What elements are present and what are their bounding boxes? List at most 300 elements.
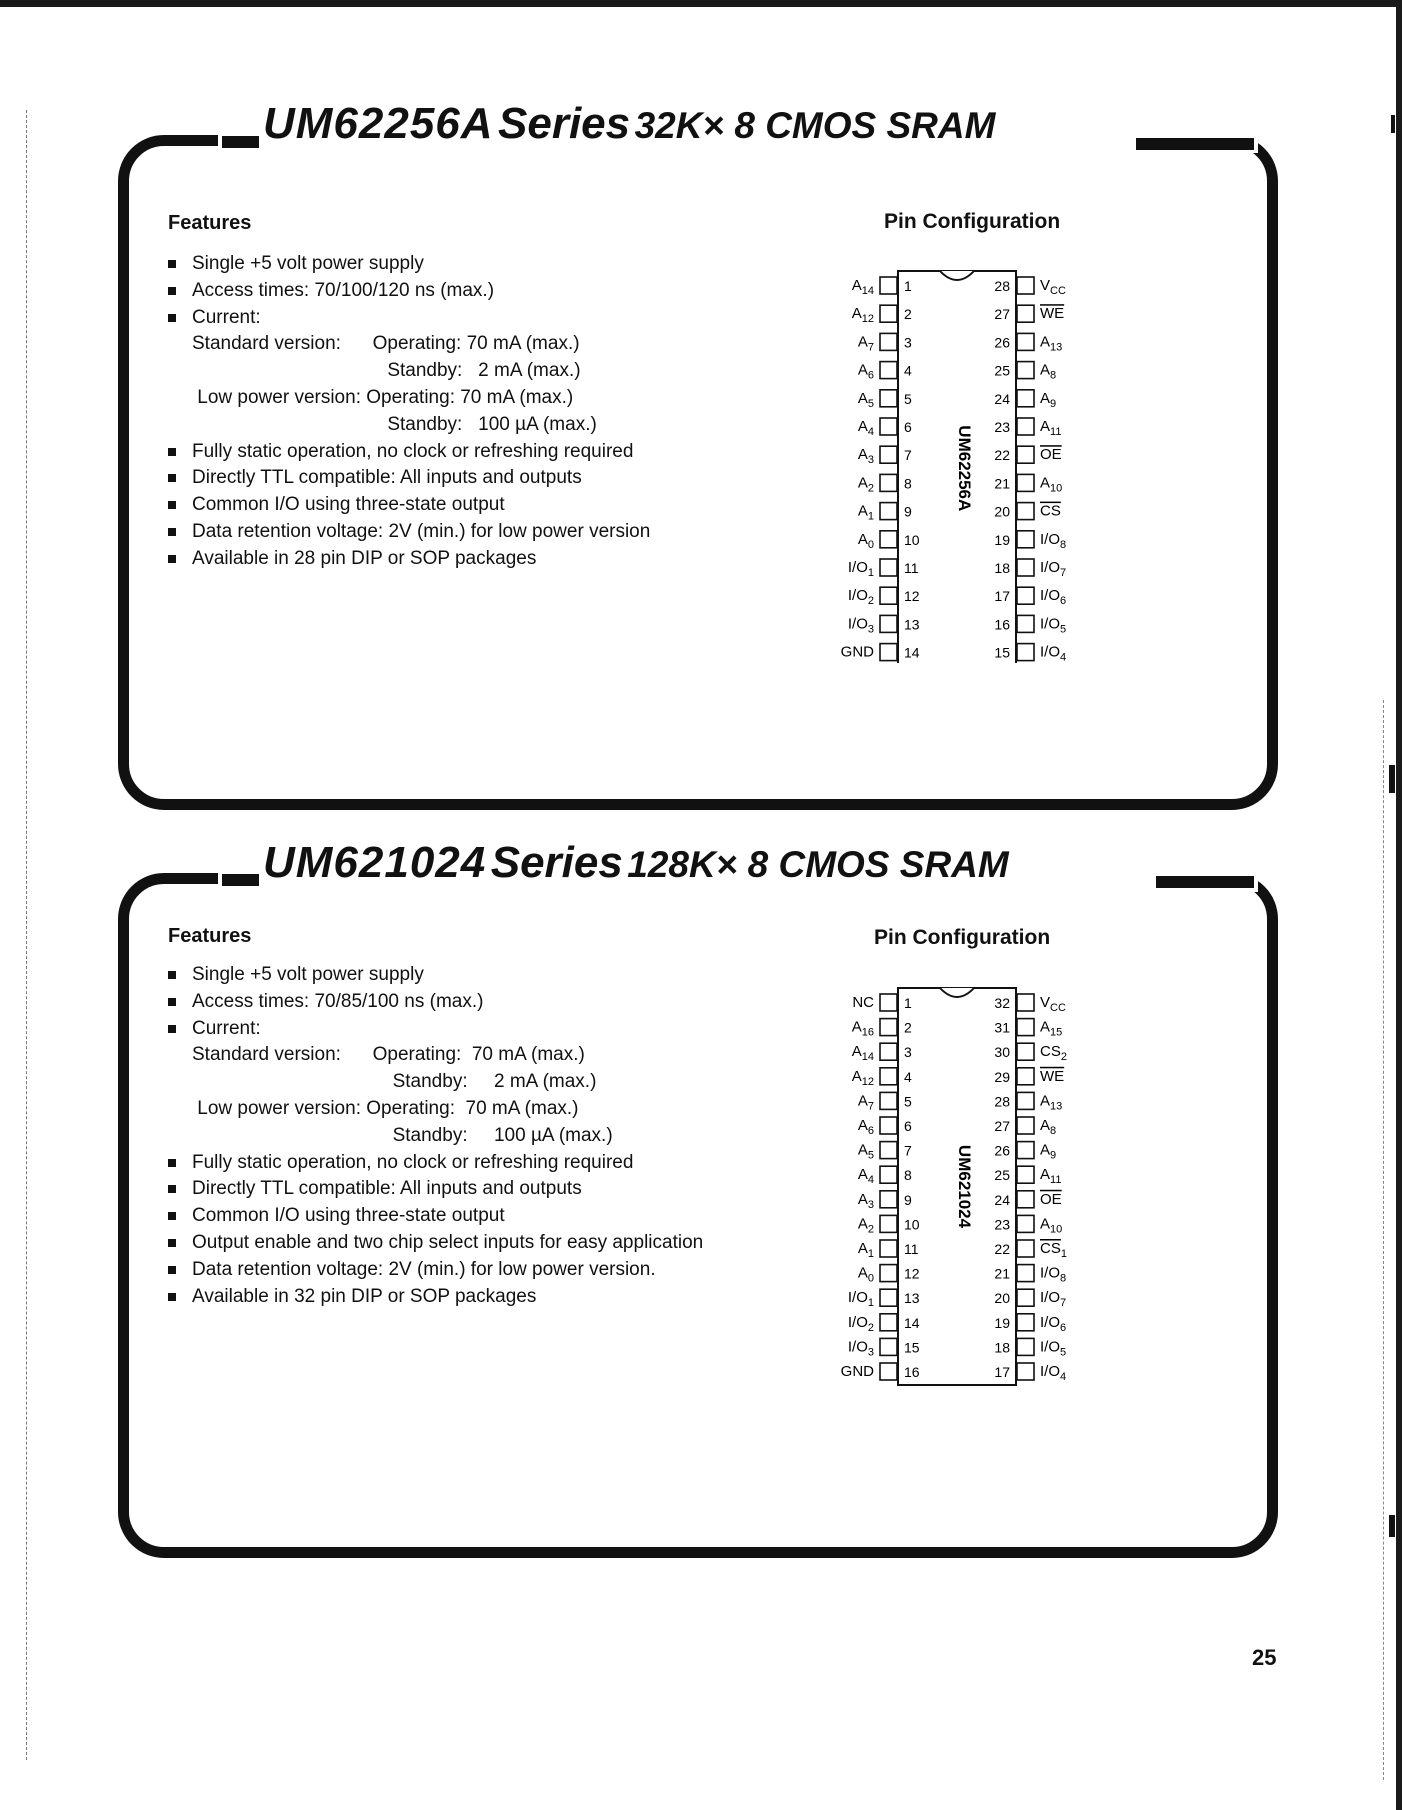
pin-number: 18	[994, 560, 1010, 576]
series-section-um621024	[118, 838, 1278, 1568]
pin-name-main: I/O	[847, 1338, 868, 1356]
pin-number: 1	[904, 995, 912, 1011]
series-word: Series	[498, 99, 631, 148]
pin-name-sub: 9	[1050, 397, 1057, 410]
title-rule-right	[1136, 138, 1254, 150]
pin-number: 22	[994, 447, 1010, 464]
pin-name-sub: 15	[1050, 1026, 1063, 1039]
pin-number: 31	[994, 1019, 1010, 1036]
pin-pad	[1017, 1191, 1034, 1208]
pin-number: 17	[994, 588, 1010, 605]
pin-name-main: A	[857, 1190, 868, 1208]
pin-name-sub: 7	[867, 1100, 874, 1113]
pin-pad	[880, 587, 897, 604]
pin-number: 19	[994, 531, 1010, 548]
features-list	[168, 962, 718, 1310]
model-number: UM62256A	[263, 99, 494, 148]
pin-number: 16	[994, 616, 1010, 633]
pin-name	[848, 1338, 874, 1358]
pin-pad	[880, 1215, 897, 1232]
pin-pad	[1017, 1265, 1034, 1282]
pin-name-main: V	[1040, 277, 1051, 294]
pin-number: 7	[904, 1142, 912, 1159]
pin-name-main: A	[851, 1067, 862, 1085]
pin-name	[1040, 305, 1064, 322]
pin-number: 4	[904, 1068, 912, 1085]
pin-name	[858, 1215, 874, 1235]
pin-name-sub: 11	[1050, 1174, 1062, 1187]
pin-pad	[1017, 277, 1034, 294]
pin-name-main: A	[851, 277, 862, 294]
pin-pad	[880, 1019, 897, 1036]
pin-configuration-heading: Pin Configuration	[874, 926, 1051, 949]
pin-name-sub: 1	[867, 1297, 874, 1310]
pin-name-main: I/O	[1040, 615, 1061, 633]
pin-number: 2	[904, 1019, 912, 1036]
pin-name-sub: 11	[1050, 426, 1062, 438]
pin-number: 11	[904, 1241, 919, 1257]
pin-pad	[880, 1068, 897, 1085]
feature-item: Fully static operation, no clock or refreshing required	[168, 439, 650, 466]
pin-name	[1040, 1191, 1062, 1208]
series-section-um62256a	[118, 99, 1278, 815]
pin-pad	[880, 1338, 897, 1355]
pin-name-sub: 1	[867, 510, 874, 523]
pin-pad	[1017, 1314, 1034, 1331]
pin-name-main: A	[851, 1018, 862, 1036]
pin-name	[848, 559, 874, 579]
pin-pad	[880, 390, 897, 407]
pin-name	[858, 333, 874, 353]
pin-name-sub: 2	[867, 1223, 874, 1236]
pin-pad	[880, 1314, 897, 1331]
pin-name-sub: 7	[1060, 1297, 1067, 1310]
pin-name-sub: 13	[1050, 1100, 1063, 1113]
pin-name-main: A	[1040, 1092, 1051, 1110]
series-title	[263, 838, 1009, 898]
pin-pad	[1017, 1117, 1034, 1134]
pin-name-main: GND	[840, 643, 874, 661]
pin-number: 28	[994, 278, 1010, 294]
pin-pad	[1017, 390, 1034, 407]
pin-number: 25	[994, 362, 1010, 379]
pin-name	[1040, 362, 1056, 382]
pin-diagram	[678, 980, 1258, 1420]
pin-name-main: A	[857, 446, 868, 464]
pin-number: 14	[904, 644, 920, 661]
pin-name-main: A	[1040, 361, 1051, 379]
pin-name-sub: 0	[867, 538, 874, 551]
pin-name-main: I/O	[1040, 1363, 1061, 1380]
pin-name	[1040, 446, 1062, 463]
edge-mark	[1389, 1515, 1395, 1537]
features-heading: Features	[168, 212, 252, 234]
pin-name-main: A	[857, 502, 868, 520]
pin-name	[1040, 277, 1066, 297]
pin-number: 11	[904, 560, 919, 576]
pin-name-main: A	[857, 389, 868, 407]
pin-number: 15	[904, 1339, 920, 1356]
pin-pad	[1017, 1338, 1034, 1355]
pin-name	[1040, 559, 1066, 579]
pin-pad	[880, 1363, 897, 1380]
pin-pad	[880, 362, 897, 379]
pin-number: 20	[994, 503, 1010, 520]
pin-number: 19	[994, 1314, 1010, 1331]
pin-name	[852, 994, 874, 1011]
pin-name-main: I/O	[1040, 643, 1061, 661]
pin-name-main: A	[857, 1240, 868, 1257]
pin-name	[1040, 1092, 1062, 1112]
pin-name	[858, 1240, 874, 1260]
pin-name-sub: 6	[1060, 595, 1067, 608]
pin-name-main: I/O	[1040, 1264, 1061, 1282]
pin-pad	[880, 503, 897, 520]
pin-pad	[880, 446, 897, 463]
features-heading: Features	[168, 925, 252, 947]
pin-name-sub: 1	[867, 1248, 874, 1260]
model-number: UM621024	[263, 838, 487, 887]
pin-pad	[880, 644, 897, 661]
pin-number: 13	[904, 1290, 920, 1307]
pin-pad	[1017, 474, 1034, 491]
pin-name-sub: 2	[1060, 1051, 1067, 1064]
pin-name-main: WE	[1040, 305, 1065, 323]
pin-name-main: I/O	[847, 559, 868, 576]
pin-number: 25	[994, 1167, 1010, 1184]
feature-subitem: Standby: 100 µA (max.)	[192, 1124, 613, 1146]
pin-name-main: CS	[1040, 502, 1061, 520]
pin-name-sub: 8	[1050, 1125, 1057, 1137]
pin-name	[1040, 1363, 1066, 1383]
pin-pad	[1017, 1092, 1034, 1109]
pin-name	[1040, 615, 1066, 635]
pin-pad	[1017, 1240, 1034, 1257]
pin-name-sub: 5	[1060, 623, 1067, 636]
chip-part-label: UM621024	[955, 1144, 974, 1229]
pin-name	[858, 418, 874, 438]
pin-number: 17	[994, 1364, 1010, 1380]
pin-name-sub: 3	[867, 454, 874, 467]
pin-name-main: A	[857, 1264, 868, 1282]
pin-pad	[880, 474, 897, 491]
pin-name	[848, 1289, 874, 1309]
pin-name	[1040, 1338, 1066, 1358]
pin-name-sub: 6	[867, 369, 874, 382]
pin-name	[858, 503, 874, 523]
pin-name-sub: CC	[1050, 1002, 1066, 1014]
pin-pad	[1017, 446, 1034, 463]
feature-item: Data retention voltage: 2V (min.) for low power version	[168, 519, 650, 546]
feature-subitem: Standard version: Operating: 70 mA (max.)	[192, 1044, 585, 1066]
pin-name	[848, 615, 874, 635]
pin-name-main: I/O	[1040, 530, 1061, 548]
pin-name	[841, 644, 875, 661]
pin-pad	[880, 1265, 897, 1282]
pin-name	[852, 277, 874, 297]
feature-subitem: Standby: 2 mA (max.)	[192, 1071, 597, 1093]
pin-number: 21	[994, 475, 1010, 492]
pin-number: 28	[994, 1093, 1010, 1110]
pin-name	[1040, 1043, 1067, 1063]
feature-item: Current:	[168, 1016, 718, 1043]
pin-number: 4	[904, 362, 912, 379]
pin-name-sub: 1	[867, 567, 874, 579]
pin-name-main: I/O	[1040, 1338, 1061, 1356]
pin-name-main: I/O	[1040, 1289, 1061, 1307]
feature-item: Common I/O using three-state output	[168, 492, 650, 519]
pin-number: 10	[904, 1216, 920, 1233]
title-rule-right	[1156, 876, 1254, 888]
pin-number: 8	[904, 475, 912, 492]
pin-number: 2	[904, 306, 912, 323]
pin-name-main: NC	[852, 994, 874, 1011]
pin-name-main: A	[857, 474, 868, 492]
pin-pad	[880, 277, 897, 294]
pin-name-main: A	[857, 1166, 868, 1184]
feature-item: Available in 28 pin DIP or SOP packages	[168, 546, 650, 573]
feature-item: Available in 32 pin DIP or SOP packages	[168, 1284, 718, 1311]
feature-subitem: Standby: 100 µA (max.)	[192, 413, 597, 435]
pin-name-main: CS	[1040, 1240, 1061, 1257]
pin-number: 10	[904, 531, 920, 548]
pin-name	[1040, 1142, 1056, 1162]
page-number: 25	[1252, 1645, 1277, 1670]
pin-name-sub: 5	[867, 1149, 874, 1162]
edge-mark	[1389, 765, 1395, 793]
pin-number: 3	[904, 1044, 912, 1061]
pin-name-sub: 8	[1060, 538, 1067, 551]
pin-pad	[880, 1166, 897, 1183]
pin-name-sub: 1	[1060, 1248, 1067, 1260]
pin-pad	[1017, 994, 1034, 1011]
pin-name-sub: 6	[1060, 1321, 1067, 1334]
pin-pad	[1017, 1363, 1034, 1380]
pin-name-main: A	[857, 530, 868, 548]
title-rule-left	[222, 136, 259, 148]
pin-name	[1040, 1068, 1064, 1085]
pin-name	[1040, 1289, 1066, 1309]
pin-name	[852, 1019, 874, 1039]
pin-name	[1040, 644, 1066, 663]
pin-pad	[1017, 1019, 1034, 1036]
pin-name	[858, 1092, 874, 1112]
pin-name-sub: 3	[867, 1346, 874, 1359]
pin-number: 8	[904, 1167, 912, 1184]
pin-number: 5	[904, 390, 912, 407]
pin-name-sub: 10	[1050, 1223, 1063, 1236]
pin-name-main: A	[857, 1141, 868, 1159]
pin-name-sub: 3	[867, 1198, 874, 1211]
pin-name-sub: 8	[1050, 369, 1057, 382]
pin-number: 1	[904, 278, 912, 294]
pin-name	[1040, 531, 1066, 551]
pin-name-sub: CC	[1050, 285, 1066, 297]
pin-name	[1040, 1166, 1061, 1186]
pin-pad	[1017, 1068, 1034, 1085]
pin-name-sub: 13	[1050, 341, 1063, 354]
pin-name	[852, 305, 874, 325]
pin-name	[1040, 333, 1062, 353]
pin-number: 23	[994, 419, 1010, 435]
pin-name	[848, 1314, 874, 1334]
pin-configuration-heading: Pin Configuration	[884, 210, 1061, 233]
pin-name-main: CS	[1040, 1043, 1061, 1061]
pin-number: 27	[994, 1118, 1010, 1134]
pin-name	[1040, 994, 1066, 1014]
pin-name	[1040, 1265, 1066, 1285]
pin-pad	[1017, 1166, 1034, 1183]
top-border	[0, 0, 1402, 7]
pin-name	[858, 474, 874, 494]
pin-number: 26	[994, 334, 1010, 351]
pin-name	[1040, 1019, 1062, 1039]
pin-name	[841, 1363, 875, 1380]
pin-name-main: OE	[1040, 1190, 1062, 1208]
pin-name	[1040, 1215, 1062, 1235]
pin-pad	[1017, 305, 1034, 322]
pin-name	[852, 1043, 874, 1063]
pin-name	[858, 1117, 874, 1137]
pin-name-main: A	[1040, 1117, 1051, 1134]
pin-number: 13	[904, 616, 920, 633]
pin-pad	[880, 994, 897, 1011]
memory-organization: 128K× 8 CMOS SRAM	[627, 844, 1009, 885]
pin-name-main: I/O	[847, 1289, 868, 1307]
pin-pad	[880, 1117, 897, 1134]
pin-name-main: A	[851, 305, 862, 323]
feature-item: Common I/O using three-state output	[168, 1203, 718, 1230]
pin-number: 15	[994, 644, 1010, 661]
feature-item: Output enable and two chip select inputs for easy application	[168, 1230, 718, 1257]
pin-pad	[1017, 1043, 1034, 1060]
pin-pad	[880, 1142, 897, 1159]
pin-number: 9	[904, 1191, 912, 1208]
pin-number: 6	[904, 1118, 912, 1134]
feature-item: Access times: 70/85/100 ns (max.)	[168, 989, 718, 1016]
pin-name-sub: 7	[867, 341, 874, 354]
pin-number: 24	[994, 1191, 1010, 1208]
pin-number: 3	[904, 334, 912, 351]
pin-name-main: A	[857, 1117, 868, 1134]
pin-pad	[1017, 587, 1034, 604]
pin-name	[1040, 1240, 1067, 1260]
pin-number: 9	[904, 503, 912, 520]
feature-item: Current:	[168, 305, 650, 332]
pin-name	[858, 1142, 874, 1162]
pin-name-main: A	[857, 1215, 868, 1233]
pin-pad	[880, 418, 897, 435]
pin-name-sub: 5	[1060, 1346, 1067, 1359]
pin-number: 12	[904, 1265, 920, 1282]
pin-name	[1040, 1314, 1066, 1334]
pin-name-main: GND	[840, 1363, 874, 1380]
pin-pad	[880, 305, 897, 322]
pin-pad	[1017, 362, 1034, 379]
pin-name-main: A	[1040, 1166, 1051, 1184]
pin-pad	[880, 615, 897, 632]
pin-name	[858, 1265, 874, 1285]
pin-name-main: WE	[1040, 1067, 1065, 1085]
pin-name-main: A	[1040, 418, 1051, 435]
pin-number: 14	[904, 1314, 920, 1331]
pin-number: 12	[904, 588, 920, 605]
pin-name-sub: 3	[867, 623, 874, 636]
pin-name	[858, 390, 874, 410]
pin-name-main: A	[857, 1092, 868, 1110]
pin-name-main: A	[1040, 389, 1051, 407]
pin-name-main: I/O	[847, 1313, 868, 1331]
pin-name-sub: 4	[1060, 651, 1067, 663]
pin-name	[1040, 1117, 1056, 1137]
pin-number: 29	[994, 1068, 1010, 1085]
pin-name	[858, 446, 874, 466]
pin-name-main: I/O	[847, 587, 868, 605]
pin-pad	[880, 1092, 897, 1109]
pin-number: 30	[994, 1044, 1010, 1061]
pin-pad	[1017, 615, 1034, 632]
pin-diagram	[678, 263, 1258, 663]
pin-number: 24	[994, 390, 1010, 407]
pin-number: 18	[994, 1339, 1010, 1356]
pin-number: 32	[994, 995, 1010, 1011]
pin-name-sub: 9	[1050, 1149, 1057, 1162]
pin-number: 22	[994, 1241, 1010, 1257]
pin-pad	[880, 559, 897, 576]
pin-number: 21	[994, 1265, 1010, 1282]
pin-name-main: I/O	[1040, 1313, 1061, 1331]
edge-mark	[1391, 115, 1395, 133]
pin-name-sub: 4	[867, 1174, 874, 1187]
title-rule-left	[222, 874, 259, 886]
pin-number: 23	[994, 1216, 1010, 1233]
feature-subitem: Standby: 2 mA (max.)	[192, 360, 581, 382]
pin-name-sub: 16	[861, 1026, 874, 1039]
pin-pad	[1017, 1215, 1034, 1232]
pin-name-main: V	[1040, 994, 1051, 1011]
right-scan-edge	[1383, 700, 1385, 1780]
pin-name	[1040, 587, 1066, 607]
pin-pad	[1017, 644, 1034, 661]
feature-item: Single +5 volt power supply	[168, 962, 718, 989]
pin-name	[848, 587, 874, 607]
feature-item: Access times: 70/100/120 ns (max.)	[168, 278, 650, 305]
pin-name-sub: 0	[867, 1272, 874, 1285]
pin-name	[1040, 503, 1061, 520]
pin-name	[1040, 474, 1062, 494]
pin-name	[858, 1166, 874, 1186]
pin-pad	[1017, 1142, 1034, 1159]
pin-name-main: A	[1040, 1215, 1051, 1233]
pin-name-sub: 8	[1060, 1272, 1067, 1285]
feature-item: Data retention voltage: 2V (min.) for low power version.	[168, 1257, 718, 1284]
pin-name-main: I/O	[1040, 587, 1061, 605]
pin-name-sub: 2	[867, 482, 874, 495]
series-title	[263, 99, 995, 159]
pin-name	[858, 1191, 874, 1211]
feature-item: Directly TTL compatible: All inputs and outputs	[168, 1176, 718, 1203]
pin-name-sub: 14	[861, 285, 874, 297]
pin-name-sub: 4	[1060, 1371, 1067, 1383]
pin-name-sub: 4	[867, 426, 874, 438]
pin-number: 16	[904, 1364, 920, 1380]
pin-name-sub: 6	[867, 1125, 874, 1137]
pin-name-sub: 2	[867, 1321, 874, 1334]
feature-subitem: Low power version: Operating: 70 mA (max.)	[192, 386, 574, 408]
pin-name-sub: 12	[861, 1075, 874, 1088]
feature-item: Fully static operation, no clock or refreshing required	[168, 1150, 718, 1177]
pin-pad	[1017, 1289, 1034, 1306]
